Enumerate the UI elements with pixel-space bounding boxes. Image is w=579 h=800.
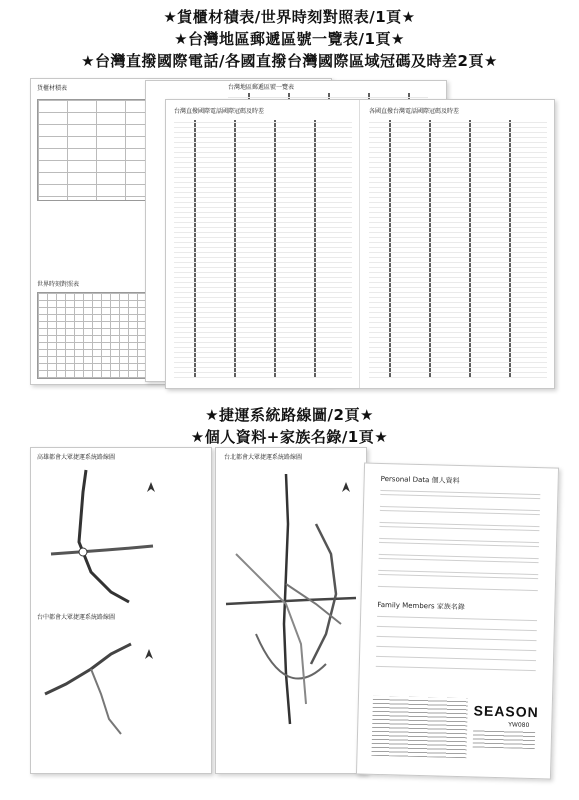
taichung-green-line	[45, 644, 131, 694]
right-page-title: 各國直撥台灣電話國際冠碼及時差	[369, 108, 460, 115]
page-kaohsiung-taichung-mrt	[30, 447, 212, 774]
bannan-line	[226, 598, 356, 604]
personal-fields	[378, 490, 541, 594]
taipei-title: 台北都會大眾捷運系統路線圖	[224, 454, 303, 461]
product-code: YW080	[508, 721, 530, 729]
page-taipei-mrt	[215, 447, 367, 774]
compass-icon	[147, 482, 155, 492]
heading-intl-calls: ★台灣直撥國際電話/各國直撥台灣國際區域冠碼及時差2頁★	[81, 52, 498, 70]
family-title: Family Members 家族名錄	[377, 600, 465, 612]
compass-icon	[145, 649, 153, 659]
taichung-map	[31, 624, 211, 774]
kaohsiung-map	[31, 462, 211, 622]
heading-personal-family: ★個人資料+家族名錄/1頁★	[190, 428, 389, 446]
taichung-extension	[91, 669, 121, 734]
kaohsiung-title: 高雄都會大眾捷運系統路線圖	[37, 454, 116, 461]
zhonghe-line	[236, 554, 306, 704]
taipei-map	[216, 464, 366, 764]
section-title: 世界時刻對照表	[37, 281, 80, 288]
wenhu-line	[311, 524, 336, 664]
page-intl-calls	[165, 99, 555, 389]
compass-icon	[342, 482, 350, 492]
heading-container-world-time: ★貨櫃材積表/世界時刻對照表/1頁★	[163, 8, 416, 26]
container-table	[37, 99, 157, 201]
page-title: 貨櫃材積表	[37, 85, 68, 92]
taichung-title: 台中都會大眾捷運系統路線圖	[37, 614, 116, 621]
left-call-table	[174, 120, 352, 378]
page-title: 台灣地區郵遞區號一覽表	[228, 84, 295, 91]
personal-title: Personal Data 個人資料	[380, 474, 460, 486]
brand-logo: SEASON	[473, 702, 539, 721]
notice-text	[371, 696, 468, 758]
heading-mrt-maps: ★捷運系統路線圖/2頁★	[205, 406, 374, 424]
right-call-table	[369, 120, 547, 378]
transfer-station	[79, 548, 87, 556]
family-fields	[376, 616, 538, 680]
spread-gutter	[359, 100, 360, 388]
publisher-info	[473, 729, 535, 749]
heading-postal-codes: ★台灣地區郵遞區號一覽表/1頁★	[174, 30, 405, 48]
tamsui-line	[284, 474, 290, 724]
left-page-title: 台灣直撥國際電話國際冠碼及時差	[174, 108, 265, 115]
kaohsiung-orange-line	[51, 546, 153, 554]
page-personal-data	[356, 463, 559, 780]
kaohsiung-red-line	[79, 470, 129, 602]
